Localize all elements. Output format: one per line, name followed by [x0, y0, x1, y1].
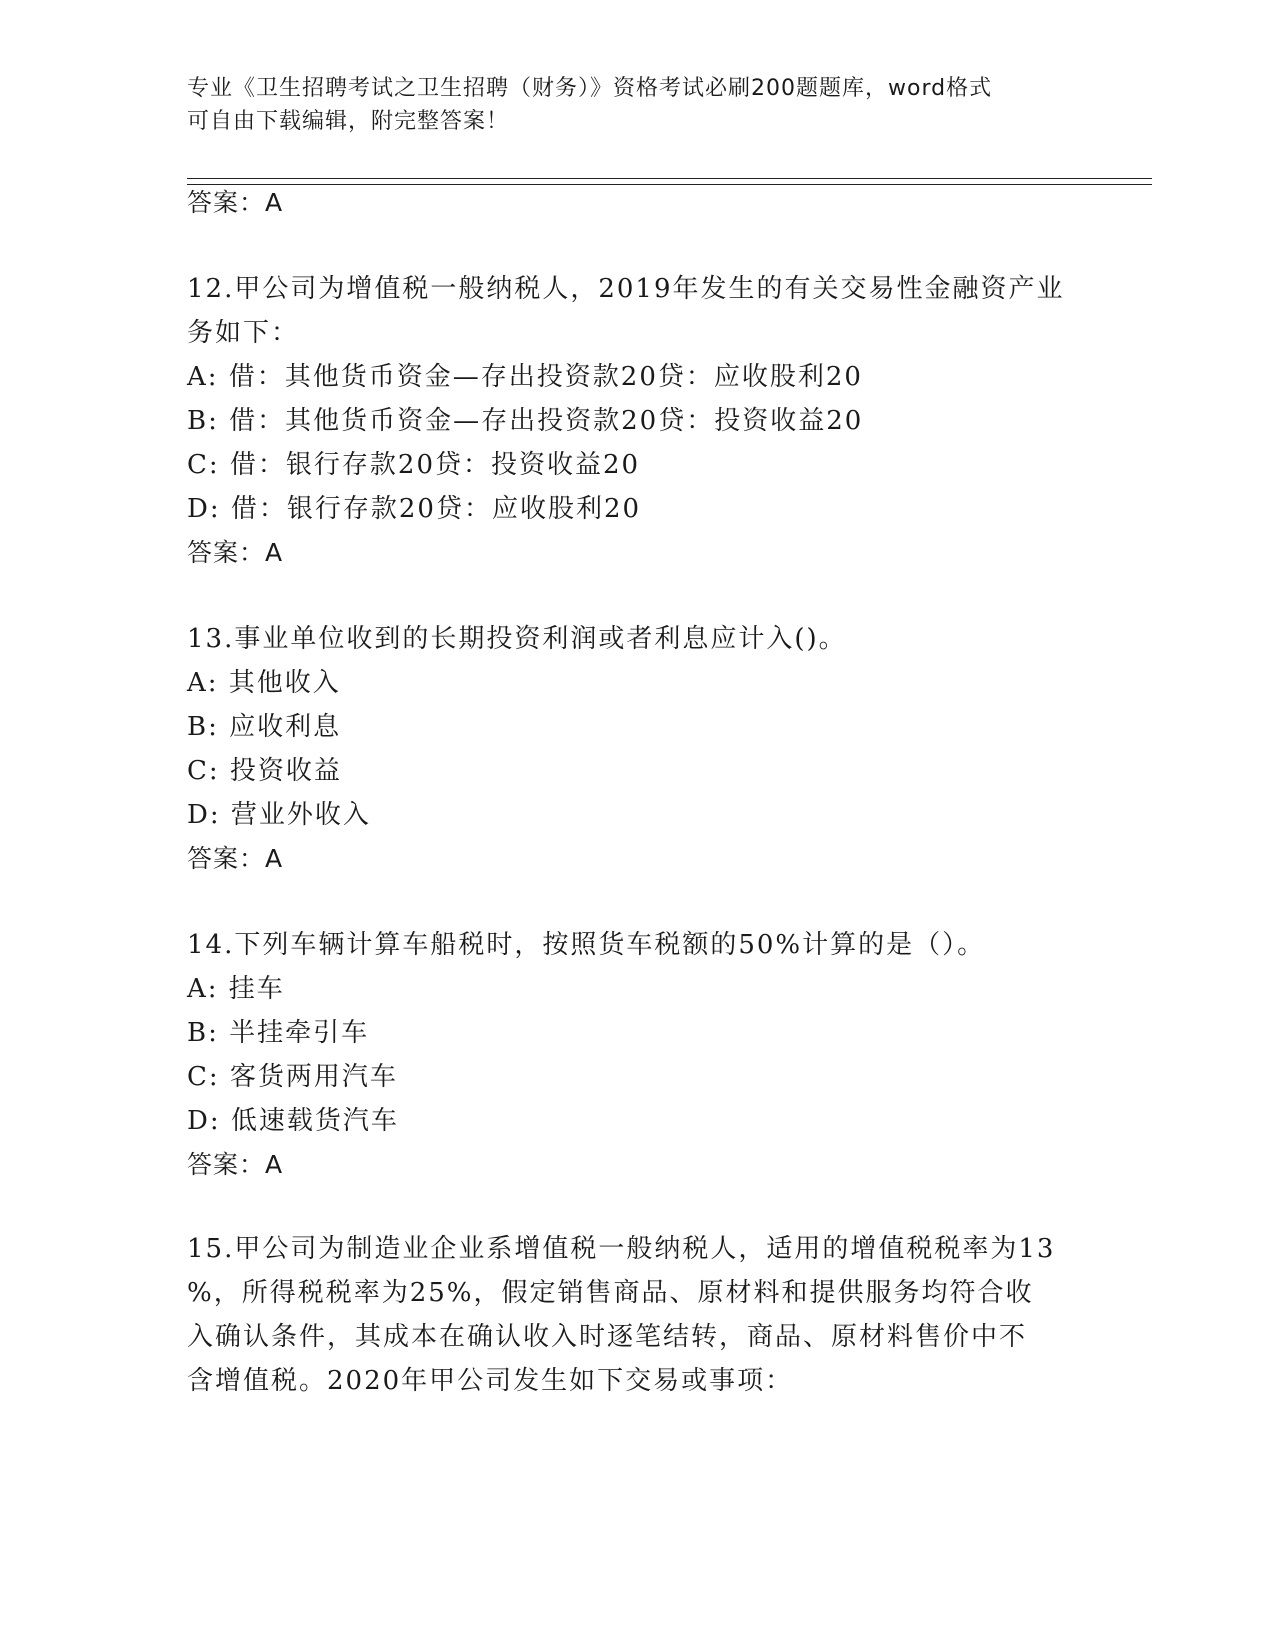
header-divider [187, 178, 1152, 185]
question-14-stem: 14.下列车辆计算车船税时，按照货车税额的50%计算的是（）。 [187, 930, 986, 960]
question-15-stem-line-1: 15.甲公司为制造业企业系增值税一般纳税人，适用的增值税税率为13 [187, 1234, 1056, 1264]
question-12-option-c: C: 借：银行存款20贷：投资收益20 [187, 450, 641, 480]
question-12-option-d: D: 借：银行存款20贷：应收股利20 [187, 494, 642, 524]
question-15-stem-line-4: 含增值税。2020年甲公司发生如下交易或事项： [187, 1366, 794, 1396]
question-13-option-a: A: 其他收入 [187, 668, 341, 698]
question-13-option-d: D: 营业外收入 [187, 800, 371, 830]
question-12-answer: 答案：A [187, 538, 284, 567]
question-14-option-b: B: 半挂牵引车 [187, 1018, 370, 1048]
question-12-stem-line-2: 务如下： [187, 318, 300, 348]
header-line-2: 可自由下载编辑，附完整答案！ [187, 109, 510, 134]
question-14-option-c: C: 客货两用汽车 [187, 1062, 398, 1092]
question-12-stem-line-1: 12.甲公司为增值税一般纳税人，2019年发生的有关交易性金融资产业 [187, 274, 1065, 304]
question-15-stem-line-3: 入确认条件，其成本在确认收入时逐笔结转，商品、原材料售价中不 [187, 1322, 1028, 1352]
question-14-option-d: D: 低速载货汽车 [187, 1106, 399, 1136]
question-13-stem: 13.事业单位收到的长期投资利润或者利息应计入()。 [187, 624, 847, 654]
question-14-answer: 答案：A [187, 1150, 284, 1179]
question-13-option-c: C: 投资收益 [187, 756, 342, 786]
question-12-option-a: A: 借：其他货币资金—存出投资款20贷：应收股利20 [187, 362, 863, 392]
question-13-option-b: B: 应收利息 [187, 712, 342, 742]
document-header-note [187, 72, 1087, 138]
question-14-option-a: A: 挂车 [187, 974, 285, 1004]
previous-answer: 答案：A [187, 188, 284, 217]
question-12-option-b: B: 借：其他货币资金—存出投资款20贷：投资收益20 [187, 406, 864, 436]
question-13-answer: 答案：A [187, 844, 284, 873]
question-15-stem-line-2: %，所得税税率为25%，假定销售商品、原材料和提供服务均符合收 [187, 1278, 1034, 1308]
header-line-1: 专业《卫生招聘考试之卫生招聘（财务）》资格考试必刷200题题库，word格式 [187, 76, 993, 101]
